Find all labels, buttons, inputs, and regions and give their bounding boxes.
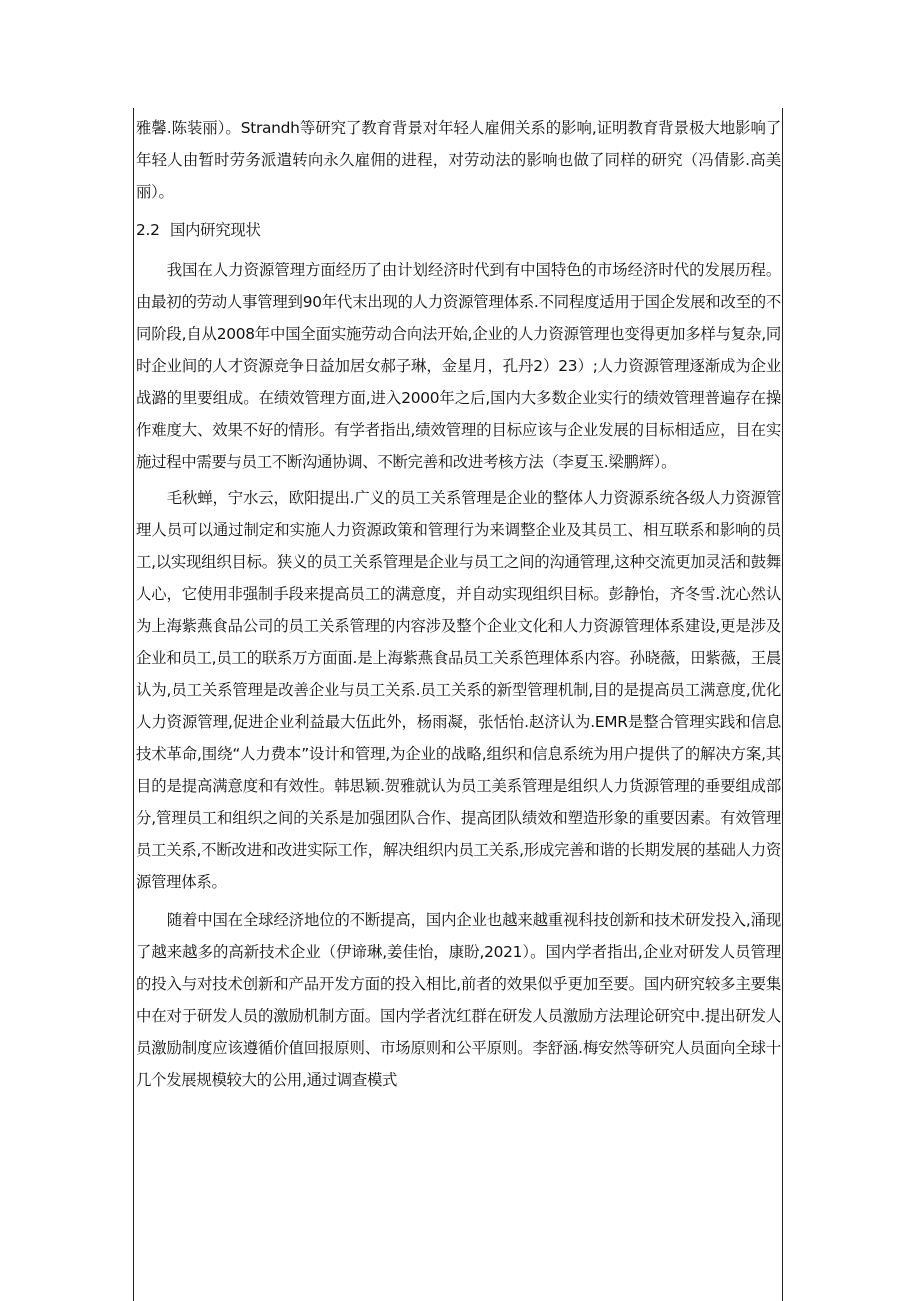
paragraph-employee-relations: 毛秋蝉，宁水云，欧阳提出.广义的员工关系管理是企业的整体人力资源系统各级人力资源管理人员可以通过制定和实施人力资源政策和管理行为来调整企业及其员工、相互联系和影响的员工,以实现组织目标。狭义的员工关系管理是企业与员工之间的沟通管理,这种交流更加灵活和鼓舞人心，它使用非强制手段来提高员工的满意度，并自动实现组织目标。彭静怡，齐冬雪.沈心然认为上海紫燕食品公司的员工关系管理的内容涉及整个企业文化和人力资源管理体系建设,更是涉及企业和员工,员工的联系万方面面.是上海紫燕食品员工关系笆理体系内容。孙晓薇，田紫薇，王晨认为,员工关系管理是改善企业与员工关系.员工关系的新型管理机制,目的是提高员工满意度,优化人力资源管理,促进企业利益最大伍此外，杨雨凝，张恬怡.赵济认为.EMR是整合管理实践和信息技术革命,围绕“人力费本”设计和管理,为企业的战略,组织和信息系统为用户提供了的解决方案,其目的是提高满意度和有效性。韩思颖.贺雅就认为员工美系管理是组织人力货源管理的垂要组成部分,管理员工和组织之间的关系是加强团队合作、提高团队绩效和塑造形象的重要因素。有效管理员工关系,不断改进和改进实际工作，解决组织内员工关系,形成完善和谐的长期发展的基础人力资源管理体系。 bbox=[136, 489, 781, 891]
section-heading bbox=[136, 214, 781, 246]
section-number: 2.2 bbox=[136, 221, 160, 239]
paragraph-rd-personnel: 随着中国在全球经济地位的不断提高，国内企业也越来越重视科技创新和技术研发投入,涌现了越来越多的高新技术企业（伊谛琳,姜佳怡，康盼,2021）。国内学者指出,企业对研发人员管理的投入与对技术创新和产品开发方面的投入相比,前者的效果似乎更加至要。国内研究较多主要集中在对于研发人员的激励机制方面。国内学者沈红群在研发人员激励方法理论研究中.提出研发人员激励制度应该遵循价值回报原则、市场原则和公平原则。李舒涵.梅安然等研究人员面向全球十几个发展规模较大的公用,通过调查模式 bbox=[136, 911, 781, 1089]
document-body bbox=[136, 112, 781, 1096]
paragraph-hr-history: 我国在人力资源管理方面经历了由计划经济时代到有中国特色的市场经济时代的发展历程。由最初的劳动人事管理到90年代末出现的人力资源管理体系.不同程度适用于国企发展和改至的不同阶段,自从2008年中国全面实施劳动合向法开始,企业的人力资源管理也变得更加多样与复杂,同时企业间的人才资源竞争日益加居女郝子琳，金星月，孔丹2）23）;人力资源管理逐渐成为企业战潞的里要组成。在绩效管理方面,进入2000年之后,国内大多数企业实行的绩效管理普遍存在操作难度大、效果不好的情形。有学者指出,绩效管理的目标应该与企业发展的目标相适应，目在实施过程中需要与员工不断沟通协调、不断完善和改进考核方法（李夏玉.梁鹏辉）。 bbox=[136, 261, 781, 471]
section-title: 国内研究现状 bbox=[170, 221, 261, 239]
intro-paragraph: 雅馨.陈装丽）。Strandh等研究了教育背景对年轻人雇佣关系的影响,证明教育背景极大地影响了年轻人由暂时劳务派遣转向永久雇佣的进程，对劳动法的影响也做了同样的研究（冯倩影.高美丽）。 bbox=[136, 119, 781, 201]
